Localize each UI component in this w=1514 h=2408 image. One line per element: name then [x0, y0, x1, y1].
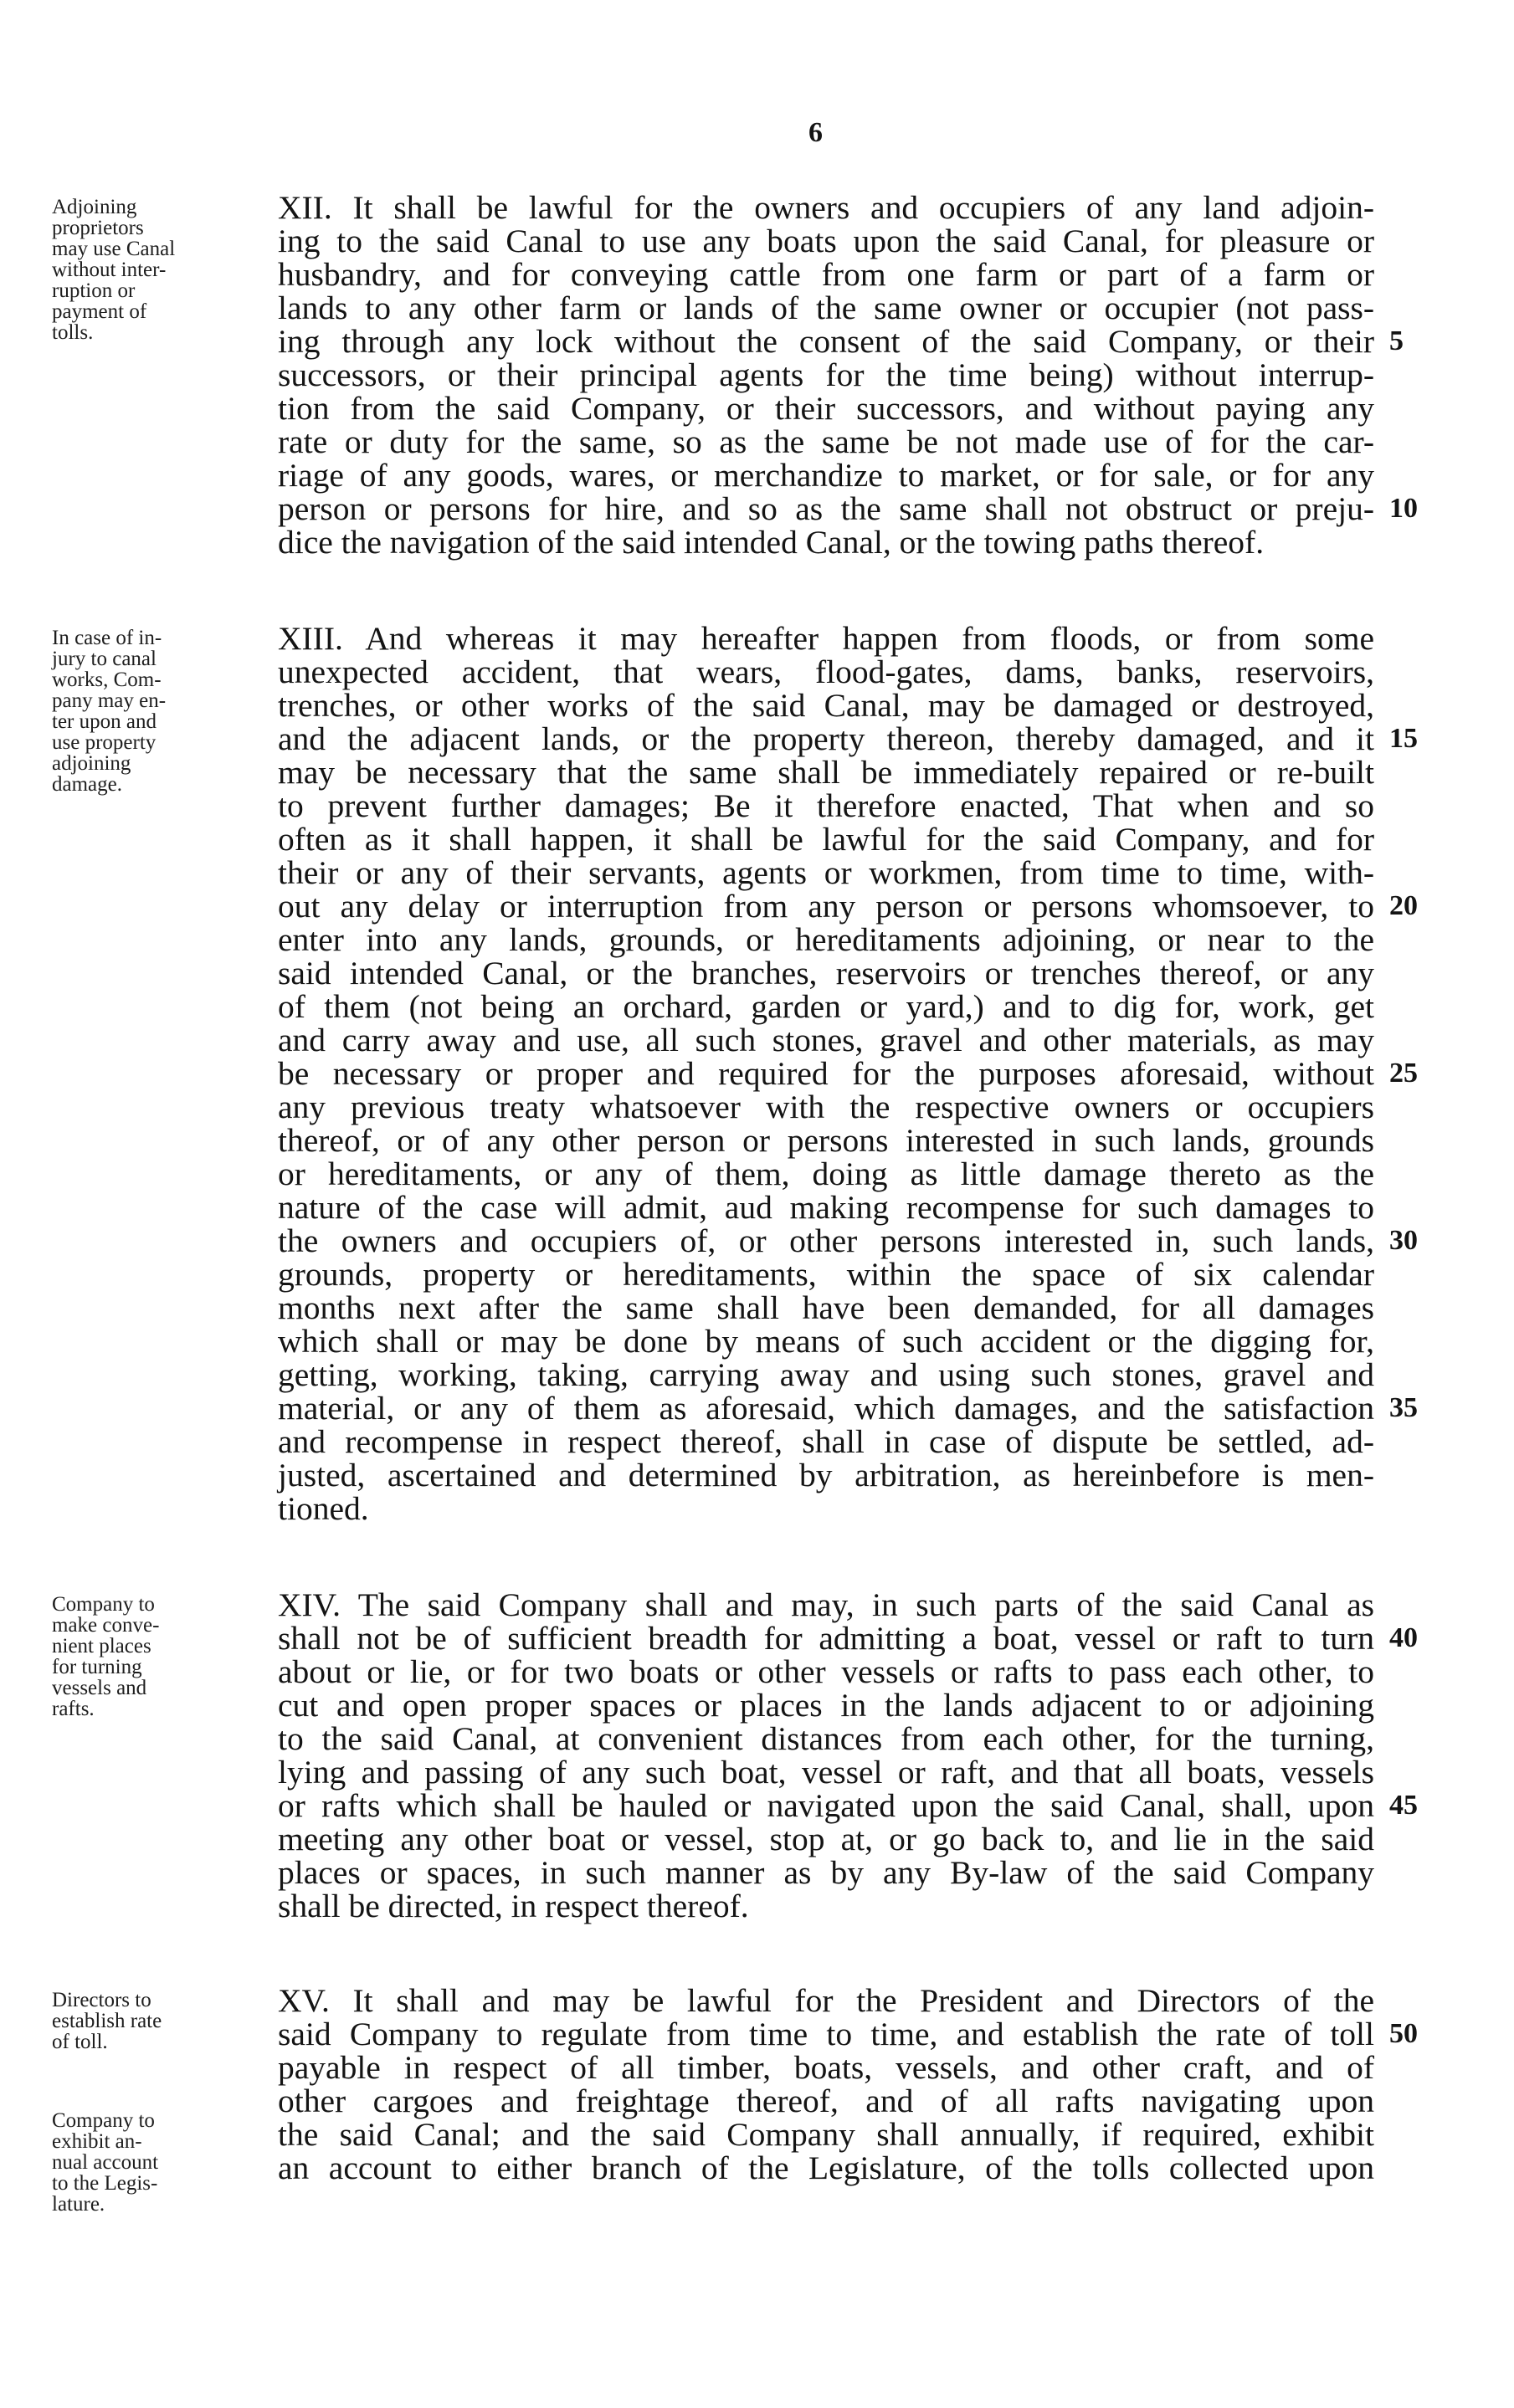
- text-line: to the said Canal, at convenient distances from each other, for the turning,: [278, 1720, 1374, 1757]
- text-line: XII. It shall be lawful for the owners and occupiers of any land adjoin-: [278, 189, 1374, 226]
- text-line: tion from the said Company, or their successors, and without paying any: [278, 390, 1374, 427]
- text-line: any previous treaty whatsoever with the respective owners or occupiers: [278, 1089, 1374, 1125]
- text-line: the said Canal; and the said Company shall annually, if required, exhibit: [278, 2116, 1374, 2153]
- page-number: 6: [808, 117, 823, 148]
- text-line: places or spaces, in such manner as by any By-law of the said Company: [278, 1854, 1374, 1891]
- text-line: trenches, or other works of the said Canal, may be damaged or destroyed,: [278, 687, 1374, 724]
- text-line: lands to any other farm or lands of the same owner or occupier (not pass-: [278, 289, 1374, 326]
- text-line: justed, ascertained and determined by arbitration, as hereinbefore is men-: [278, 1457, 1374, 1493]
- line-number: 35: [1389, 1392, 1418, 1423]
- text-line: and the adjacent lands, or the property thereon, thereby damaged, and it: [278, 720, 1374, 757]
- text-line: payable in respect of all timber, boats, vessels, and other craft, and of: [278, 2049, 1374, 2086]
- text-line: and recompense in respect thereof, shall in case of dispute be settled, ad-: [278, 1423, 1374, 1460]
- text-line: person or persons for hire, and so as the same shall not obstruct or preju-: [278, 490, 1374, 527]
- text-line: XV. It shall and may be lawful for the President and Directors of the: [278, 1982, 1374, 2019]
- text-line: or rafts which shall be hauled or navigated upon the said Canal, shall, upon: [278, 1787, 1374, 1824]
- text-line: XIV. The said Company shall and may, in such parts of the said Canal as: [278, 1586, 1374, 1623]
- text-line: getting, working, taking, carrying away and using such stones, gravel and: [278, 1356, 1374, 1393]
- text-line: nature of the case will admit, aud making recompense for such damages to: [278, 1189, 1374, 1226]
- text-line: unexpected accident, that wears, flood-gates, dams, banks, reservoirs,: [278, 653, 1374, 690]
- line-number: 20: [1389, 890, 1418, 921]
- text-line: be necessary or proper and required for the purposes aforesaid, without: [278, 1055, 1374, 1092]
- margin-note-toll-rate: Directors to establish rate of toll.: [52, 1989, 162, 2053]
- text-line: and carry away and use, all such stones, gravel and other materials, as may: [278, 1022, 1374, 1058]
- text-line: lying and passing of any such boat, vessel or raft, and that all boats, vessels: [278, 1754, 1374, 1791]
- margin-note-turning-places: Company to make conve- nient places for turning vessels and rafts.: [52, 1593, 160, 1720]
- line-number: 45: [1389, 1790, 1418, 1821]
- text-line: which shall or may be done by means of such accident or the digging for,: [278, 1323, 1374, 1360]
- text-line: enter into any lands, grounds, or hereditaments adjoining, or near to the: [278, 921, 1374, 958]
- text-line: may be necessary that the same shall be immediately repaired or re-built: [278, 754, 1374, 791]
- line-number: 25: [1389, 1058, 1418, 1089]
- text-line: cut and open proper spaces or places in the lands adjacent to or adjoining: [278, 1687, 1374, 1724]
- line-number: 50: [1389, 2018, 1418, 2049]
- text-line: dice the navigation of the said intended Canal, or the towing paths thereof.: [278, 524, 1265, 561]
- margin-note-adjoining-proprietors: Adjoining proprietors may use Canal without inter- ruption or payment of tolls.: [52, 196, 176, 344]
- text-line: successors, or their principal agents for the time being) without interrup-: [278, 356, 1374, 393]
- text-line: thereof, or of any other person or persons interested in such lands, grounds: [278, 1122, 1374, 1159]
- line-number: 10: [1389, 493, 1418, 524]
- text-line: ing through any lock without the consent of the said Company, or their: [278, 323, 1374, 360]
- text-line: an account to either branch of the Legislature, of the tolls collected upon: [278, 2149, 1374, 2186]
- text-line: riage of any goods, wares, or merchandize to market, or for sale, or for any: [278, 457, 1374, 494]
- text-line: shall be directed, in respect thereof.: [278, 1888, 749, 1924]
- text-line: meeting any other boat or vessel, stop at, or go back to, and lie in the said: [278, 1821, 1374, 1857]
- line-number: 40: [1389, 1622, 1418, 1653]
- margin-note-injury-to-works: In case of in- jury to canal works, Com- pany may en- ter upon and use property adjoining damage.: [52, 627, 167, 796]
- text-line: their or any of their servants, agents or workmen, from time to time, with-: [278, 854, 1374, 891]
- text-line: XIII. And whereas it may hereafter happen from floods, or from some: [278, 620, 1374, 657]
- text-line: husbandry, and for conveying cattle from one farm or part of a farm or: [278, 256, 1374, 293]
- text-line: about or lie, or for two boats or other vessels or rafts to pass each other, to: [278, 1653, 1374, 1690]
- line-number: 30: [1389, 1225, 1418, 1256]
- text-line: out any delay or interruption from any person or persons whomsoever, to: [278, 888, 1374, 925]
- text-line: ing to the said Canal to use any boats upon the said Canal, for pleasure or: [278, 223, 1374, 259]
- text-line: other cargoes and freightage thereof, and of all rafts navigating upon: [278, 2083, 1374, 2119]
- text-line: shall not be of sufficient breadth for admitting a boat, vessel or raft to turn: [278, 1620, 1374, 1657]
- text-line: tioned.: [278, 1490, 369, 1527]
- text-line: of them (not being an orchard, garden or yard,) and to dig for, work, get: [278, 988, 1374, 1025]
- text-line: said intended Canal, or the branches, reservoirs or trenches thereof, or any: [278, 955, 1374, 991]
- text-line: material, or any of them as aforesaid, which damages, and the satisfaction: [278, 1390, 1374, 1427]
- line-number: 5: [1389, 325, 1404, 356]
- text-line: often as it shall happen, it shall be lawful for the said Company, and for: [278, 821, 1374, 858]
- text-line: to prevent further damages; Be it therefore enacted, That when and so: [278, 787, 1374, 824]
- text-line: months next after the same shall have been demanded, for all damages: [278, 1289, 1374, 1326]
- text-line: rate or duty for the same, so as the same be not made use of for the car-: [278, 423, 1374, 460]
- text-line: grounds, property or hereditaments, within the space of six calendar: [278, 1256, 1374, 1293]
- line-number: 15: [1389, 723, 1418, 754]
- text-line: or hereditaments, or any of them, doing as little damage thereto as the: [278, 1155, 1374, 1192]
- text-line: said Company to regulate from time to time, and establish the rate of toll: [278, 2016, 1374, 2052]
- text-line: the owners and occupiers of, or other persons interested in, such lands,: [278, 1222, 1374, 1259]
- margin-note-annual-account: Company to exhibit an- nual account to the Legis- lature.: [52, 2109, 159, 2216]
